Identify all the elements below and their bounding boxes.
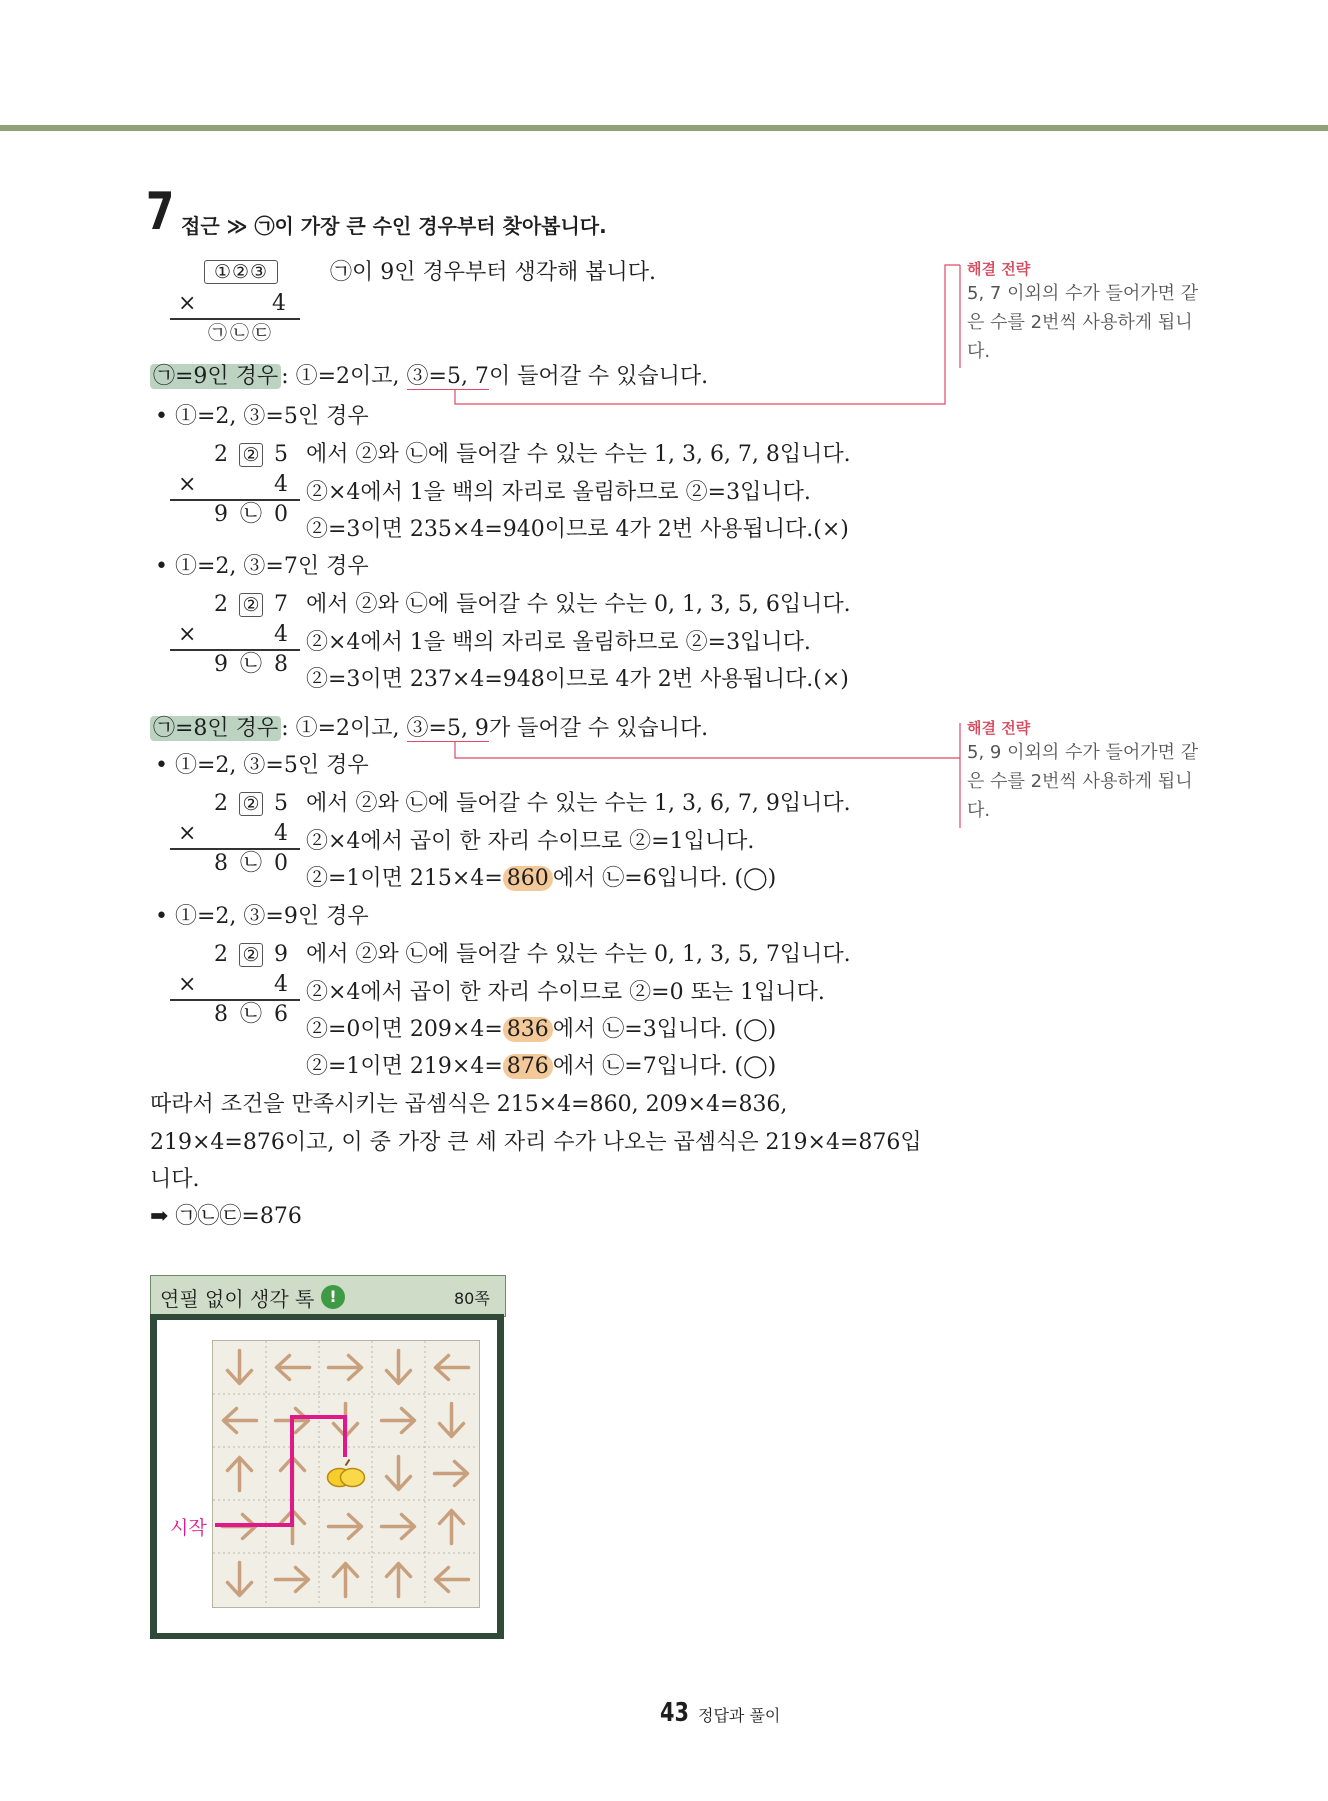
down-arrow-icon — [440, 1404, 464, 1437]
c9s1-line1: 에서 ②와 ㉡에 들어갈 수 있는 수는 1, 3, 6, 7, 8입니다. — [306, 442, 851, 467]
right-arrow-icon — [276, 1568, 309, 1592]
puzzle-title: 연필 없이 생각 톡 — [160, 1287, 315, 1311]
down-arrow-icon — [387, 1457, 411, 1490]
c9s2-res-2: 8 — [274, 652, 288, 677]
c9s2-line2: ②×4에서 1을 백의 자리로 올림하므로 ②=3입니다. — [306, 630, 811, 655]
case9-text-b: 이 들어갈 수 있습니다. — [488, 364, 709, 389]
up-arrow-icon — [228, 1458, 252, 1491]
c9s2-top-0: 2 — [214, 592, 228, 617]
setup-multiplier: 4 — [272, 291, 286, 316]
c9s2-mul: 4 — [274, 622, 288, 647]
c9s1-line3: ②=3이면 235×4=940이므로 4가 2번 사용됩니다.(×) — [306, 517, 849, 542]
case9-underlined: ③=5, 7 — [406, 364, 489, 389]
case8-text-a: : ①=2이고, — [281, 716, 407, 741]
case9-sub2-bullet: • ①=2, ③=7인 경우 — [155, 554, 369, 579]
c8s2-times: × — [178, 972, 197, 997]
left-arrow-icon — [277, 1356, 310, 1380]
c8s1-line2: ②×4에서 곱이 한 자리 수이므로 ②=1입니다. — [306, 829, 755, 854]
c8s1-highlight: 860 — [503, 866, 553, 891]
left-arrow-icon — [436, 1568, 469, 1592]
case9-text-a: : ①=2이고, — [281, 364, 407, 389]
approach-text: 접근 ≫ ㉠이 가장 큰 수인 경우부터 찾아봅니다. — [181, 214, 607, 238]
c9s2-box: ② — [239, 593, 263, 617]
c9s2-line3: ②=3이면 237×4=948이므로 4가 2번 사용됩니다.(×) — [306, 667, 849, 692]
c8s1-line3-a: ②=1이면 215×4= — [306, 866, 503, 891]
c8s2-box: ② — [239, 943, 263, 967]
up-arrow-icon — [387, 1564, 411, 1597]
c8s2-top-0: 2 — [214, 942, 228, 967]
c9s2-line1: 에서 ②와 ㉡에 들어갈 수 있는 수는 0, 1, 3, 5, 6입니다. — [306, 592, 851, 617]
down-arrow-icon — [387, 1351, 411, 1384]
c8s2-line1: 에서 ②와 ㉡에 들어갈 수 있는 수는 0, 1, 3, 5, 7입니다. — [306, 942, 851, 967]
tip2-body: 5, 9 이외의 수가 들어가면 같은 수를 2번씩 사용하게 됩니다. — [967, 742, 1199, 821]
c8s2-highlight-2: 876 — [503, 1054, 553, 1079]
conclusion-line2: 219×4=876이고, 이 중 가장 큰 세 자리 수가 나오는 곱셈식은 219×4=876입 — [150, 1130, 922, 1155]
c8s1-res-1: ㉡ — [239, 851, 262, 876]
c9s1-res-2: 0 — [274, 502, 288, 527]
c8s2-res-0: 8 — [214, 1002, 228, 1027]
tip1-title: 해결 전략 — [967, 260, 1031, 278]
footer-label: 정답과 풀이 — [698, 1706, 781, 1725]
c9s1-line2: ②×4에서 1을 백의 자리로 올림하므로 ②=3입니다. — [306, 480, 811, 505]
down-arrow-icon — [228, 1563, 252, 1596]
setup-result: ㉠㉡㉢ — [208, 322, 275, 344]
tip1-body: 5, 7 이외의 수가 들어가면 같은 수를 2번씩 사용하게 됩니다. — [967, 283, 1199, 362]
c8s2-res-1: ㉡ — [239, 1002, 262, 1027]
down-arrow-icon — [228, 1351, 252, 1384]
case8-sub2-bullet: • ①=2, ③=9인 경우 — [155, 904, 369, 929]
lightbulb-badge-icon: ! — [321, 1285, 345, 1309]
c9s1-top-0: 2 — [214, 442, 228, 467]
c8s2-highlight-1: 836 — [503, 1017, 553, 1042]
case8-text-b: 가 들어갈 수 있습니다. — [488, 716, 709, 741]
c9s1-res-1: ㉡ — [239, 502, 262, 527]
setup-times: × — [178, 291, 197, 316]
c8s1-line3-b: 에서 ㉡=6입니다. (◯) — [552, 866, 777, 891]
c8s2-line3-b: 에서 ㉡=3입니다. (◯) — [552, 1017, 777, 1042]
conclusion-line3: 니다. — [150, 1167, 200, 1192]
c8s1-line1: 에서 ②와 ㉡에 들어갈 수 있는 수는 1, 3, 6, 7, 9입니다. — [306, 791, 851, 816]
right-arrow-icon — [382, 1515, 415, 1539]
conclusion-line1: 따라서 조건을 만족시키는 곱셈식은 215×4=860, 209×4=836, — [150, 1092, 788, 1117]
tip2-title: 해결 전략 — [967, 719, 1031, 737]
puzzle-page-ref: 80쪽 — [454, 1289, 490, 1308]
c8s1-res-2: 0 — [274, 851, 288, 876]
c8s2-line4-a: ②=1이면 219×4= — [306, 1054, 503, 1079]
c9s1-res-0: 9 — [214, 502, 228, 527]
case8-underlined: ③=5, 9 — [406, 716, 489, 741]
c8s2-res-2: 6 — [274, 1002, 288, 1027]
c8s1-top-2: 5 — [274, 791, 288, 816]
c8s1-res-0: 8 — [214, 851, 228, 876]
answer: ➡ ㉠㉡㉢=876 — [150, 1204, 302, 1229]
right-arrow-icon — [382, 1409, 415, 1433]
right-arrow-icon — [329, 1515, 362, 1539]
c9s1-box: ② — [239, 443, 263, 467]
c8s2-line2: ②×4에서 곱이 한 자리 수이므로 ②=0 또는 1입니다. — [306, 980, 825, 1005]
c9s2-res-1: ㉡ — [239, 652, 262, 677]
c8s2-mul: 4 — [274, 972, 288, 997]
c9s2-top-2: 7 — [274, 592, 288, 617]
c9s1-times: × — [178, 472, 197, 497]
start-label: 시작 — [170, 1517, 207, 1539]
up-arrow-icon — [334, 1564, 358, 1597]
setup-note: ㉠이 9인 경우부터 생각해 봅니다. — [330, 260, 656, 285]
banana-icon — [328, 1460, 365, 1487]
c9s2-times: × — [178, 622, 197, 647]
c8s2-top-2: 9 — [274, 942, 288, 967]
question-number: 7 — [146, 182, 175, 242]
c8s1-box: ② — [239, 792, 263, 816]
page-number: 43 — [660, 1698, 689, 1728]
c8s1-top-0: 2 — [214, 791, 228, 816]
right-arrow-icon — [435, 1462, 468, 1486]
c8s1-mul: 4 — [274, 821, 288, 846]
c9s2-res-0: 9 — [214, 652, 228, 677]
c8s2-line4-b: 에서 ㉡=7입니다. (◯) — [552, 1054, 777, 1079]
case9-sub1-bullet: • ①=2, ③=5인 경우 — [155, 404, 369, 429]
c8s1-times: × — [178, 821, 197, 846]
case9-label: ㉠=9인 경우 — [150, 364, 281, 389]
left-arrow-icon — [436, 1356, 469, 1380]
c9s1-top-2: 5 — [274, 442, 288, 467]
c9s1-mul: 4 — [274, 472, 288, 497]
case8-label: ㉠=8인 경우 — [150, 716, 281, 741]
case8-sub1-bullet: • ①=2, ③=5인 경우 — [155, 753, 369, 778]
right-arrow-icon — [329, 1356, 362, 1380]
setup-digits-box: ①②③ — [204, 260, 278, 284]
up-arrow-icon — [440, 1511, 464, 1544]
left-arrow-icon — [224, 1409, 257, 1433]
c8s2-line3-a: ②=0이면 209×4= — [306, 1017, 503, 1042]
